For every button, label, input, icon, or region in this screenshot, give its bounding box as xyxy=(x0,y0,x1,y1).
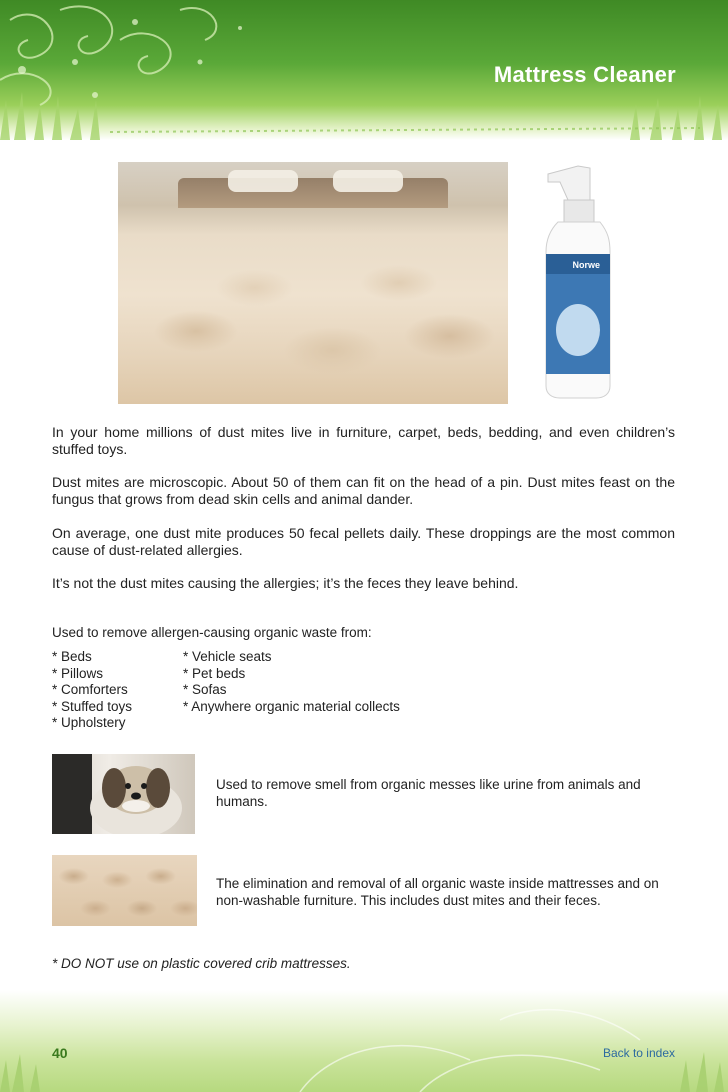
list-item: * Sofas xyxy=(183,682,227,697)
dog-icon xyxy=(52,754,195,834)
page-number: 40 xyxy=(52,1045,68,1061)
list-item: * Stuffed toys xyxy=(52,698,133,714)
spray-bottle-image xyxy=(538,160,618,400)
list-item: * Vehicle seats xyxy=(183,649,272,664)
paragraph: In your home millions of dust mites live in furniture, carpet, beds, bedding, and even children’s stuffed toys. xyxy=(52,424,675,457)
uses-list-left xyxy=(52,649,132,732)
list-item: * Anywhere organic material collects xyxy=(183,698,400,714)
headboard-shape xyxy=(178,178,448,208)
bottle-label: Norwe xyxy=(572,260,600,270)
quilted-fabric-photo xyxy=(52,855,197,926)
list-item: * Comforters xyxy=(52,682,128,697)
warning-note: * DO NOT use on plastic covered crib mattresses. xyxy=(52,956,351,971)
grass-decoration-icon xyxy=(0,990,728,1092)
paragraph: Dust mites are microscopic. About 50 of them can fit on the head of a pin. Dust mites feast on the fungus that grows from dead skin cells and animal dander. xyxy=(52,474,675,507)
mattress-photo xyxy=(118,162,508,404)
pillow-shape xyxy=(333,170,403,192)
uses-list-right xyxy=(183,649,400,715)
list-item: * Beds xyxy=(52,649,92,664)
footer-banner xyxy=(0,990,728,1092)
back-to-index-link[interactable]: Back to index xyxy=(602,1046,675,1060)
paragraph: It’s not the dust mites causing the allergies; it’s the feces they leave behind. xyxy=(52,575,519,591)
feature-text: Used to remove smell from organic messes like urine from animals and humans. xyxy=(216,777,641,809)
feature-text: The elimination and removal of all organic waste inside mattresses and on non-washable furniture. This includes dust mites and their feces. xyxy=(216,876,659,908)
page-title: Mattress Cleaner xyxy=(493,62,676,87)
list-item: * Upholstery xyxy=(52,715,126,730)
paragraph: On average, one dust mite produces 50 fecal pellets daily. These droppings are the most common cause of dust-related allergies. xyxy=(52,525,675,558)
pillow-shape xyxy=(228,170,298,192)
uses-intro: Used to remove allergen-causing organic waste from: xyxy=(52,625,372,640)
list-item: * Pet beds xyxy=(183,665,246,681)
list-item: * Pillows xyxy=(52,665,104,681)
dog-photo xyxy=(52,754,195,834)
